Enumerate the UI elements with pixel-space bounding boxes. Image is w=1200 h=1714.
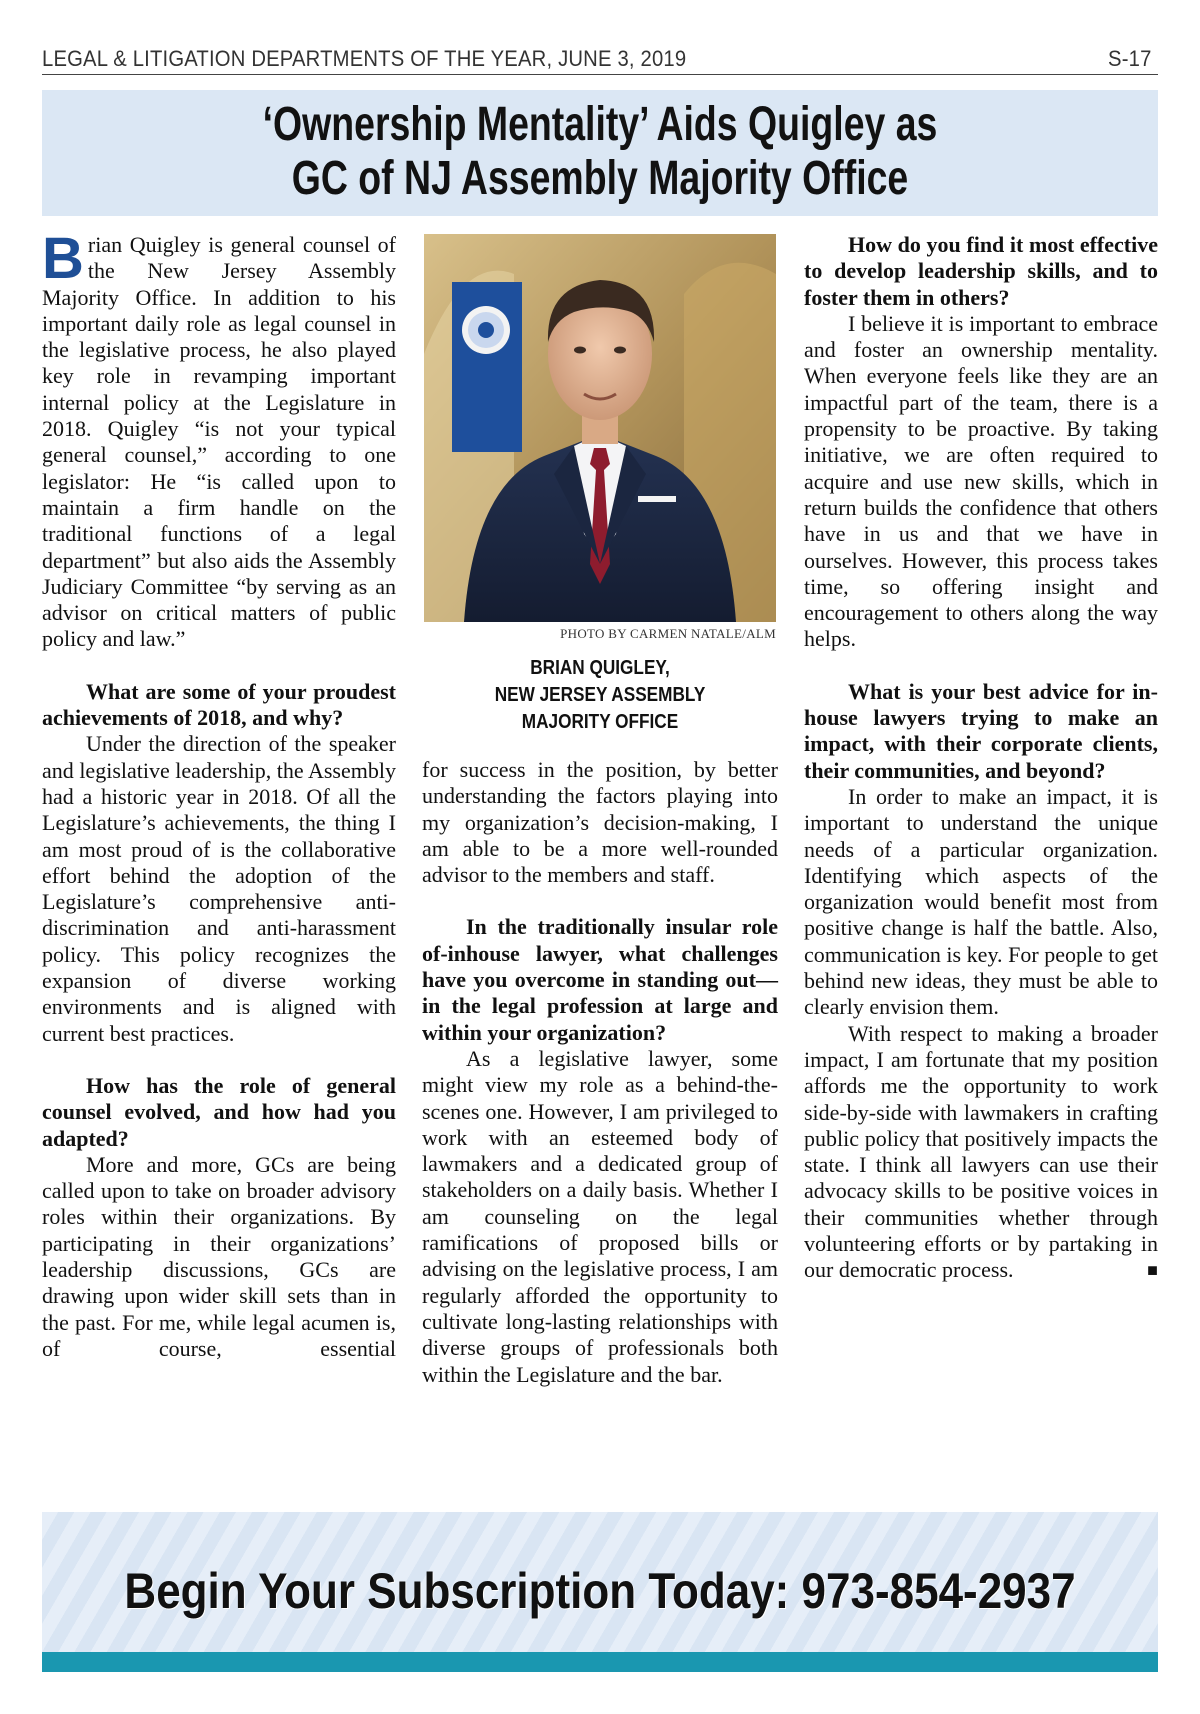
drop-cap: B [42, 226, 84, 291]
answer-1: Under the direction of the speaker and legislative leadership, the Assembly had a historic year in 2018. Of all the Legislature’s achievements, the thing I am most proud of is the collaborative effort behind the adoption of the Legislature’s comprehensive anti-discrimination and anti-harassment policy. This policy recognizes the expansion of diverse working environments and is aligned with current best practices. [42, 731, 396, 1046]
article-headline [165, 90, 1035, 206]
answer-4: I believe it is important to embrace and foster an ownership mentality. When everyone feels like they are an impactful part of the team, there is a propensity to be proactive. By taking initiative, we are often required to acquire and use new skills, which in return builds the confidence that others have in us and that we have in ourselves. However, this process takes time, so offering insight and encouragement to others along the way helps. [804, 310, 1158, 652]
answer-5-text: With respect to making a broader impact, I am fortunate that my position affords me the opportunity to work side-by-side with lawmakers in crafting public policy that positively impacts the state. I think all lawyers can use their advocacy skills to be positive voices in their communities whether through volunteering efforts or by partaking in our democratic process. [804, 1020, 1158, 1283]
portrait-photo [424, 234, 776, 622]
column-2 [422, 757, 778, 1388]
photo-caption [449, 655, 752, 736]
column-1 [42, 226, 396, 1362]
answer-3: As a legislative lawyer, some might view my role as a behind-the-scenes one. However, I am privileged to work with an esteemed body of lawmakers and a dedicated group of stakeholders on a daily basis. Whether I am counseling on the legal ramifications of proposed bills or advising on the legislative process, I am regularly afforded the opportunity to cultivate long-lasting relationships with diverse groups of professionals both within the Legislature and the bar. [422, 1045, 778, 1387]
end-of-article-icon: ■ [1147, 1260, 1158, 1281]
intro-paragraph [42, 226, 396, 653]
question-2: How has the role of general counsel evolved, and how had you adapted? [42, 1072, 396, 1151]
headline-band [42, 90, 1158, 216]
portrait-illustration [424, 234, 776, 622]
headline-line-1: ‘Ownership Mentality’ Aids Quigley as [262, 98, 938, 151]
page-number: S-17 [1108, 46, 1152, 71]
section-title: LEGAL & LITIGATION DEPARTMENTS OF THE YEAR, JUNE 3, 2019 [42, 46, 687, 71]
question-4: How do you find it most effective to develop leadership skills, and to foster them in others? [804, 232, 1158, 310]
subscription-text: Begin Your Subscription Today: 973-854-2937 [124, 1563, 1076, 1619]
question-3: In the traditionally insular role of-inhouse lawyer, what challenges have you overcome in standing out—in the legal profession at large and within your organization? [422, 914, 778, 1045]
question-5: What is your best advice for in-house lawyers trying to make an impact, with their corporate clients, their communities, and beyond? [804, 678, 1158, 783]
caption-line-3: MAJORITY OFFICE [521, 711, 679, 733]
running-header [42, 44, 1152, 74]
answer-5-paragraph-1: In order to make an impact, it is important to understand the unique needs of a particular organization. Identifying which aspects of the organization would benefit most from positive change is half the battle. Also, communication is key. For people to get behind new ideas, they must be able to clearly envision them. [804, 783, 1158, 1020]
question-1: What are some of your proudest achievements of 2018, and why? [42, 678, 396, 731]
subscription-banner [42, 1512, 1158, 1652]
column-3 [804, 232, 1158, 1284]
answer-2-part-2: for success in the position, by better understanding the factors playing into my organization’s decision-making, I am able to be a more well-rounded advisor to the members and staff. [422, 757, 778, 888]
answer-2-part-1: More and more, GCs are being called upon to take on broader advisory roles within their organizations. By participating in their organizations’ leadership discussions, GCs are drawing upon wider skill sets than in the past. For me, while legal acumen is, of course, essential [42, 1151, 396, 1361]
headline-line-2: GC of NJ Assembly Majority Office [291, 152, 909, 205]
photo-credit: PHOTO BY CARMEN NATALE/ALM [560, 626, 776, 641]
header-rule [42, 74, 1158, 75]
caption-line-2: NEW JERSEY ASSEMBLY [494, 684, 706, 706]
intro-text: rian Quigley is general counsel of the New Jersey Assembly Majority Office. In addition to his important daily role as legal counsel in the legislative process, he also played key role in revamping important internal policy at the Legislature in 2018. Quigley “is not your typical general counsel,” according to one legislator: He “is called upon to maintain a firm handle on the traditional functions of a legal department” but also aids the Assembly Judiciary Committee “by serving as an advisor on critical matters of public policy and law.” [42, 232, 396, 652]
caption-line-1: BRIAN QUIGLEY, [530, 657, 670, 679]
answer-5-paragraph-2 [804, 1021, 1158, 1284]
footer-accent-bar [42, 1652, 1158, 1672]
